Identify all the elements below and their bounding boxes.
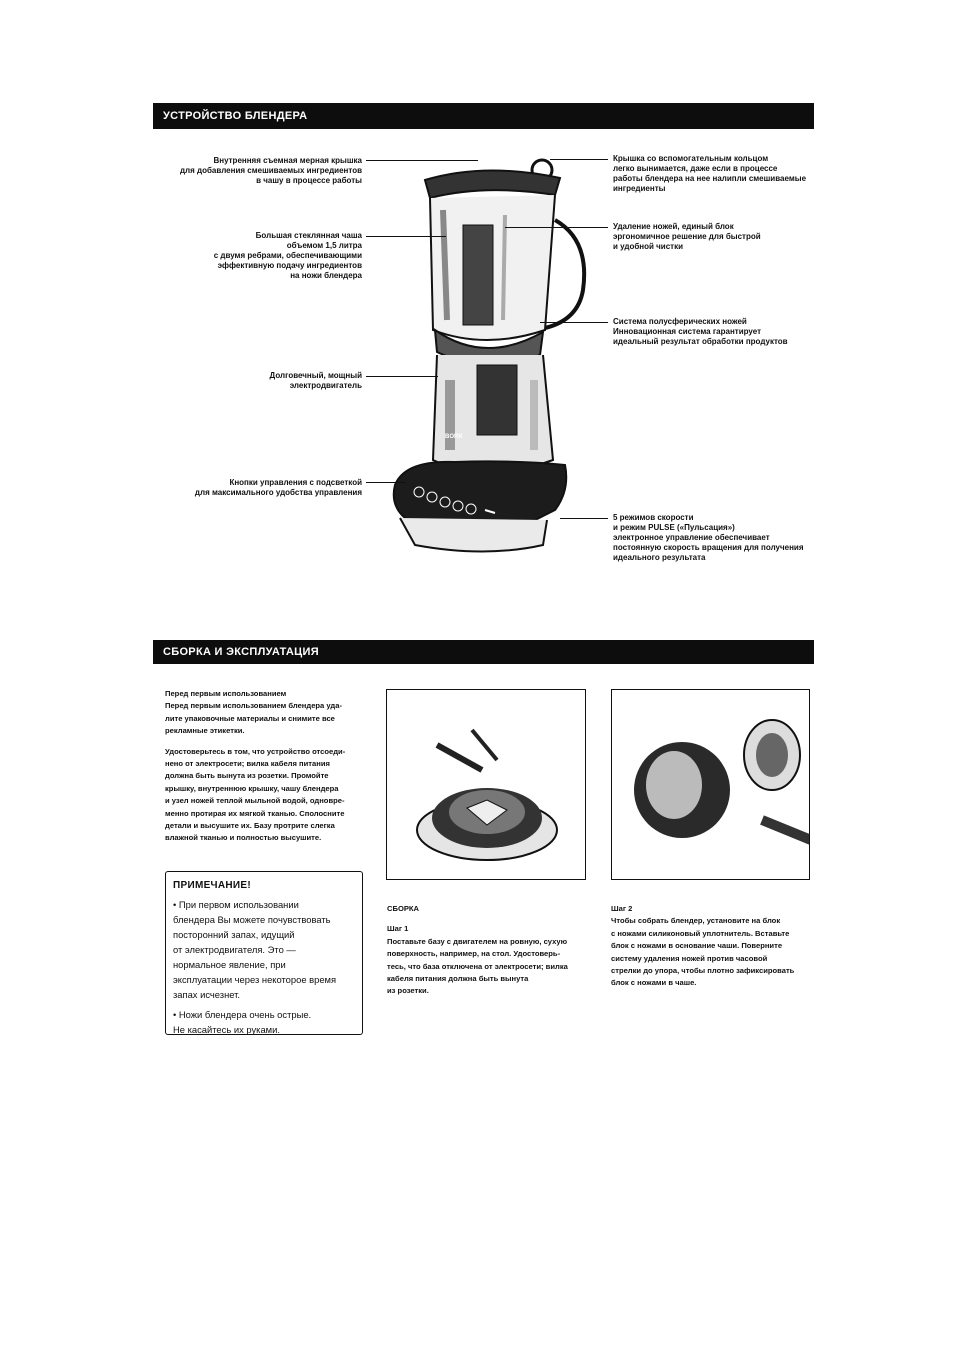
step2-title: Шаг 2 [611, 904, 633, 913]
callout-buttons: Кнопки управления с подсветкой для максимального удобства управления [194, 478, 362, 497]
leader-line [366, 236, 446, 237]
section-title: СБОРКА И ЭКСПЛУАТАЦИЯ [163, 646, 319, 658]
before-use-heading: Перед первым использованием [165, 689, 287, 698]
callout-measuring-cap: Внутренняя съемная мерная крышка для добавления смешиваемых ингредиентов в чашу в процессе работы [179, 156, 362, 185]
callout-motor: Долговечный, мощный электродвигатель [269, 371, 362, 390]
leader-line [540, 322, 608, 323]
leader-line [366, 376, 438, 377]
callout-speed-modes: 5 режимов скорости и режим PULSE («Пульсация») электронное управление обеспечивает постоянную скорость вращения для получения идеального результата [613, 513, 804, 562]
brand-logo: BORK [445, 434, 463, 440]
callout-blade-removal: Удаление ножей, единый блок эргономичное решение для быстрой и удобной чистки [613, 222, 761, 251]
callout-lid-ring: Крышка со вспомогательным кольцом легко вынимается, даже если в процессе работы блендера на нее налипли смешиваемые ингредиенты [613, 154, 807, 193]
leader-line [550, 159, 608, 160]
leader-line [366, 160, 478, 161]
assembly-step2: Шаг 2 Чтобы собрать блендер, установите на блок с ножами силиконовый уплотнитель. Вставьте блок с ножами в основание чаши. Поверните систему удаления ножей против часовой стрелки до упора, чтобы плотно зафиксировать блок с ножами в чаше. [611, 904, 795, 988]
leader-line [366, 482, 406, 483]
step1-photo [386, 689, 586, 880]
assembly-step1: СБОРКА Шаг 1 Поставьте базу с двигателем на ровную, сухую поверхность, например, на стол. Удостоверь- тесь, что база отключена от электросети; вилка кабеля питания должна быть вынута из розетки. [387, 904, 568, 996]
section-title: УСТРОЙСТВО БЛЕНДЕРА [163, 110, 308, 122]
note-box: ПРИМЕЧАНИЕ! • При первом использовании блендера Вы можете почувствовать посторонний запах, идущий от электродвигателя. Это — нормальное явление, при эксплуатации через некоторое время запах исчезнет. • Ножи блендера очень острые. Не касайтесь их руками. [165, 871, 363, 1035]
jar-assembly-icon [612, 690, 810, 880]
blender-illustration [385, 140, 605, 580]
before-first-use: Перед первым использованием Перед первым использованием блендера уда- лите упаковочные материалы и снимите все рекламные этикетки. Удостоверьтесь в том, что устройство отсоеди- нено от электросети; вилка кабеля питания должна быть вынута из розетки. Промойте крышку, внутреннюю крышку, чашу блендера и узел ножей теплой мыльной водой, одновре- менно протирая их мягкой тканью. Сполосните детали и высушите их. Базу протрите слегка влажной тканью и полностью высушите. [165, 689, 346, 843]
section-header-assembly [153, 640, 814, 664]
leader-line [560, 518, 608, 519]
callout-blade-system: Система полусферических ножей Инновационная система гарантирует идеальный результат обработки продуктов [613, 317, 788, 346]
step2-photo [611, 689, 810, 880]
section-header-device [153, 103, 814, 129]
leader-line [505, 227, 608, 228]
callout-glass-jar: Большая стеклянная чаша объемом 1,5 литра с двумя ребрами, обеспечивающими эффективную подачу ингредиентов на ножи блендера [213, 231, 362, 280]
assembly-heading: СБОРКА [387, 904, 420, 913]
blade-base-icon [387, 690, 586, 880]
step1-title: Шаг 1 [387, 924, 409, 934]
note-title: ПРИМЕЧАНИЕ! [173, 880, 252, 891]
